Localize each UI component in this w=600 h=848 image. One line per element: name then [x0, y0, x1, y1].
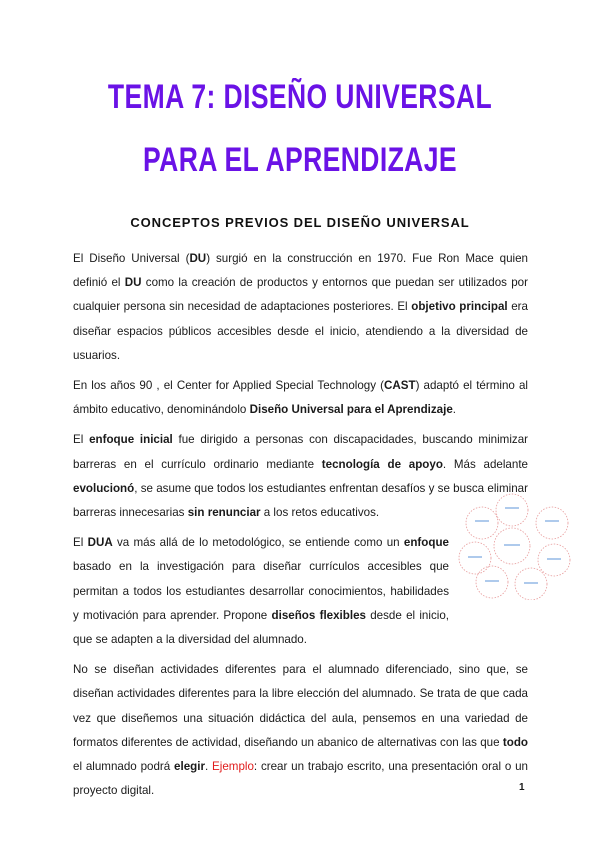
text-run: , se asume que todos los estudiantes enfrentan desafíos y se busca eliminar barreras innecesarias [73, 481, 528, 520]
bold-text: evolucionó [73, 481, 135, 495]
text-run: El Diseño Universal ( [73, 252, 190, 265]
bold-text: DU [189, 252, 207, 265]
paragraph-5 [73, 658, 528, 803]
example-label: Ejemplo [212, 760, 254, 774]
paragraph-1 [73, 247, 528, 368]
text-run: . Más adelante [442, 457, 528, 471]
dua-concept-diagram [455, 490, 585, 600]
bold-text: elegir [174, 760, 205, 774]
diagram-node [459, 542, 491, 574]
section-heading: CONCEPTOS PREVIOS DEL DISEÑO UNIVERSAL [130, 215, 470, 230]
bold-text: DUA [87, 536, 113, 550]
text-run: como la creación de productos y entornos que puedan ser utilizados por cualquier persona sin necesidad de adaptaciones posteriores. El [73, 276, 528, 314]
text-run: era diseñar espacios públicos accesibles desde el inicio, atendiendo a la diversidad de usuarios. [73, 300, 528, 362]
diagram-node [538, 544, 570, 576]
diagram-node [494, 528, 530, 564]
diagram-node [536, 507, 568, 539]
text-run: . [452, 403, 457, 417]
text-run: fue dirigido a personas con discapacidades, buscando minimizar barreras en el currículo ordinario mediante [73, 433, 529, 471]
bold-text: todo [502, 735, 528, 749]
paragraph-2 [73, 374, 528, 422]
document-title-line-1: TEMA 7: DISEÑO UNIVERSAL [107, 78, 493, 116]
paragraph-4 [73, 531, 449, 652]
text-run: desde el inicio, que se adapten a la diversidad del alumnado. [73, 608, 449, 647]
bold-text: enfoque inicial [89, 433, 173, 447]
bold-text: enfoque [403, 536, 449, 550]
text-run: : crear un trabajo escrito, una presentación oral o un proyecto digital. [73, 760, 528, 798]
diagram-node [476, 566, 508, 598]
text-run: ) adaptó el término al ámbito educativo, denominándolo [73, 379, 528, 417]
diagram-node [496, 494, 528, 526]
text-run: El [73, 536, 88, 550]
text-run: El [73, 433, 90, 447]
diagram-graphic [455, 490, 585, 600]
text-run: basado en la investigación para diseñar currículos accesibles que permitan a todos los estudiantes desarrollar conocimientos, habilidades y motivación para aprender. Propone [73, 560, 449, 622]
text-run: En los años 90 , el Center for Applied Special Technology ( [73, 379, 385, 393]
text-run: el alumnado podrá [73, 760, 175, 774]
bold-text: DU [124, 276, 142, 290]
page-number: 1 [519, 782, 525, 793]
bold-text: objetivo principal [411, 300, 508, 314]
text-run: No se diseñan actividades diferentes para el alumnado diferenciado, sino que, se diseñan actividades diferentes para la libre elección del alumnado. Se trata de que cada vez que diseñemos una situación didáctica del aula, pensemos en una variedad de formatos diferentes de actividad, diseñando un abanico de alternativas con las que [73, 663, 528, 749]
bold-text: Diseño Universal para el Aprendizaje [249, 403, 453, 417]
text-run: va más allá de lo metodológico, se entiende como un [112, 536, 404, 550]
text-run: ) surgió en la construcción en 1970. Fue Ron Mace quien definió el [73, 252, 528, 290]
text-run: . [204, 760, 213, 774]
document-title-line-2: PARA EL APRENDIZAJE [143, 141, 457, 179]
bold-text: CAST [384, 379, 416, 393]
diagram-node [466, 507, 498, 539]
bold-text: diseños flexibles [271, 608, 366, 622]
bold-text: tecnología de apoyo [321, 457, 443, 471]
diagram-node [515, 568, 547, 600]
bold-text: sin renunciar [187, 506, 261, 520]
text-run: a los retos educativos. [260, 506, 380, 520]
